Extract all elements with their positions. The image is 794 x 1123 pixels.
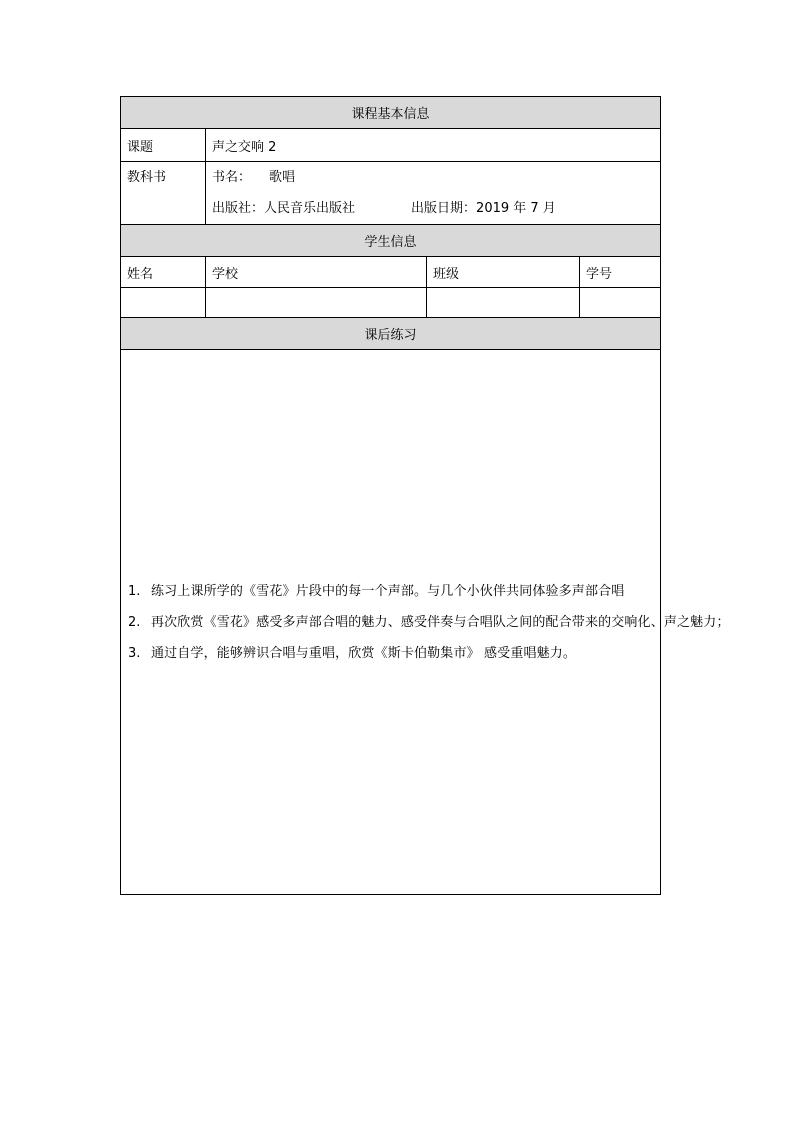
homework-item-text: 通过自学，能够辨识合唱与重唱，欣赏《斯卡伯勒集市》 感受重唱魅力。 (151, 645, 577, 661)
homework-item (127, 638, 654, 669)
student-school-field[interactable] (206, 288, 427, 318)
publisher-label: 出版社： (212, 201, 265, 216)
homework-item-number: 1. (128, 583, 141, 599)
topic-label: 课题 (121, 129, 206, 162)
homework-item-text: 再次欣赏《雪花》感受多声部合唱的魅力、感受伴奏与合唱队之间的配合带来的交响化、声之魅力； (151, 614, 730, 630)
homework-cell (121, 350, 730, 895)
homework-list (127, 576, 730, 669)
homework-item (127, 607, 730, 638)
homework-item-text: 练习上课所学的《雪花》片段中的每一个声部。与几个小伙伴共同体验多声部合唱 (151, 583, 625, 599)
student-class-header: 班级 (427, 257, 580, 288)
course-form-table (120, 96, 730, 895)
pub-date-value: 2019 年 7 月 (476, 201, 556, 216)
homework-item (127, 576, 654, 607)
pub-date-label: 出版日期： (411, 201, 477, 216)
homework-item-number: 2. (128, 614, 141, 630)
book-name-line (212, 162, 654, 193)
student-info-header: 学生信息 (121, 225, 661, 257)
publisher-value: 人民音乐出版社 (264, 201, 356, 216)
textbook-label-cell (121, 162, 206, 225)
book-name-value: 歌唱 (269, 170, 296, 185)
topic-value: 声之交响 2 (206, 129, 661, 162)
student-id-header: 学号 (580, 257, 661, 288)
student-class-field[interactable] (427, 288, 580, 318)
student-id-field[interactable] (580, 288, 661, 318)
publisher-line (212, 193, 654, 224)
textbook-label: 教科书 (127, 170, 167, 185)
basic-info-header: 课程基本信息 (121, 97, 661, 129)
book-name-label: 书名： (212, 170, 252, 185)
homework-item-number: 3. (128, 645, 141, 661)
student-name-field[interactable] (121, 288, 206, 318)
student-school-header: 学校 (206, 257, 427, 288)
homework-header: 课后练习 (121, 318, 661, 350)
student-name-header: 姓名 (121, 257, 206, 288)
textbook-info-cell (206, 162, 661, 225)
